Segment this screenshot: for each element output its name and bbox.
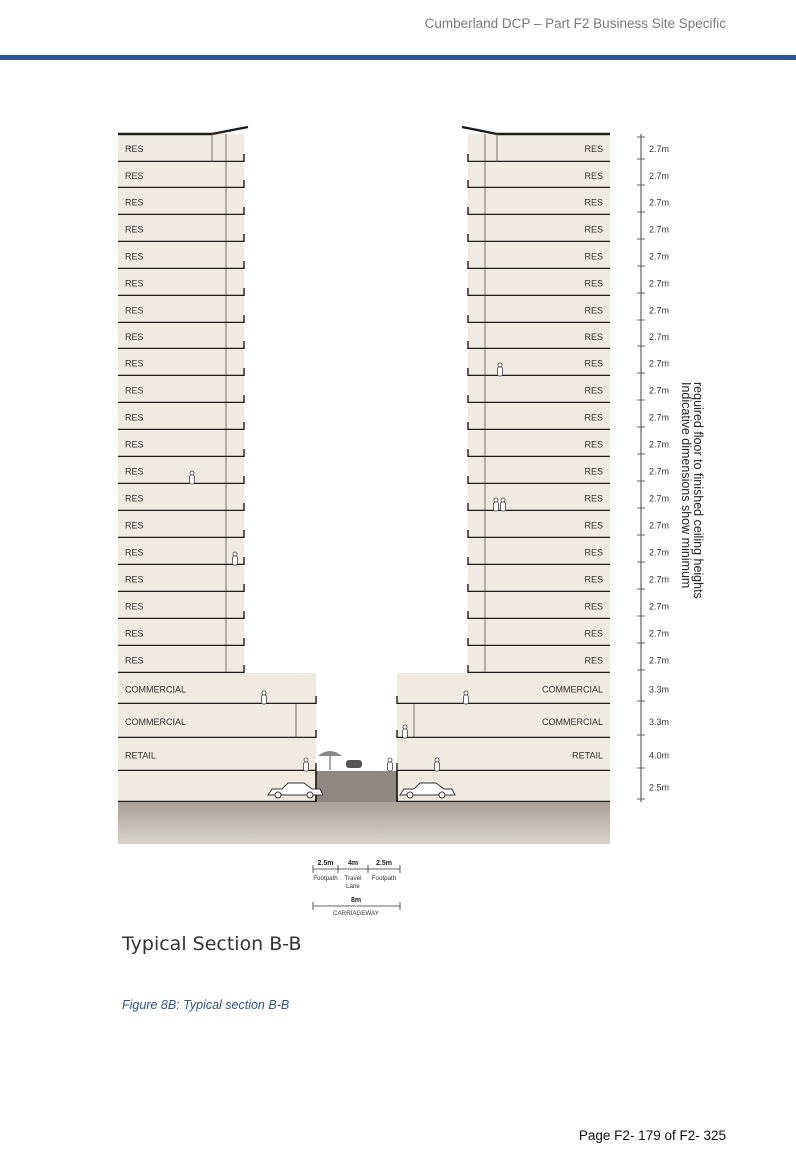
carriageway-dimension: 8m	[350, 897, 362, 904]
carriageway-label: CARRIAGEWAY	[333, 910, 379, 917]
person-icon	[403, 725, 408, 738]
floor-height-label: 2.7m	[649, 412, 670, 423]
floor-height-label: 2.7m	[649, 493, 670, 504]
floor-label-right: RES	[584, 197, 603, 208]
floor-label-right: RES	[584, 171, 603, 181]
dimension-note-line1: Indicative dimensions show minimum	[679, 382, 693, 589]
floor-label-right: RES	[584, 385, 603, 396]
floor-label-right: RES	[584, 547, 603, 558]
floor-label-left: COMMERCIAL	[125, 717, 187, 727]
floor-label-left: RES	[125, 439, 144, 450]
floor-label-right: RES	[584, 224, 603, 235]
segment-label: Travel	[344, 875, 362, 882]
roof	[212, 127, 248, 134]
ground	[118, 802, 610, 844]
carriageway	[316, 771, 397, 802]
floor-label-left: RES	[125, 655, 144, 666]
segment-dimension: 2.5m	[317, 860, 334, 867]
floor-label-left: COMMERCIAL	[125, 684, 187, 695]
street-car-icon	[346, 760, 362, 768]
floor-height-label: 2.7m	[649, 197, 670, 208]
segment-dimension: 2.5m	[376, 860, 392, 867]
floor-height-label: 3.3m	[649, 684, 670, 695]
floor-label-right: RES	[584, 628, 603, 639]
floor-label-left: RES	[125, 171, 144, 181]
floor-label-left: RES	[125, 332, 144, 342]
floor-label-left: RES	[125, 358, 144, 369]
floor-label-left: RES	[125, 574, 144, 585]
person-icon	[435, 758, 440, 771]
floor-label-left: RES	[125, 224, 144, 235]
segment-label: Footpath	[313, 875, 338, 882]
floor-label-left: RES	[125, 520, 144, 531]
floor-height-label: 2.7m	[649, 520, 670, 531]
floor-height-label: 2.7m	[649, 385, 670, 396]
person-icon	[304, 758, 309, 771]
floor-label-left: RES	[125, 251, 144, 262]
floor-label-right: RES	[584, 466, 603, 477]
person-icon	[388, 758, 393, 771]
floor-height-label: 2.7m	[649, 224, 670, 235]
figure-title: Typical Section B-B	[122, 933, 302, 955]
floor-label-left: RES	[125, 144, 144, 154]
floor-label-right: COMMERCIAL	[541, 717, 603, 727]
floor-height-label: 2.7m	[649, 332, 670, 342]
segment-label: Footpath	[371, 875, 397, 882]
floor-label-left: RES	[125, 197, 144, 208]
person-icon	[498, 363, 503, 376]
floor-label-right: RES	[584, 574, 603, 585]
floor-label-left: RES	[125, 466, 144, 477]
floor-height-label: 2.7m	[649, 574, 670, 585]
floor-height-label: 4.0m	[649, 750, 670, 761]
floor-height-label: 2.7m	[649, 171, 670, 181]
floor-label-right: RES	[584, 412, 603, 423]
dimension-note-line2: required floor to finished ceiling heights	[691, 382, 705, 599]
floor-height-label: 3.3m	[649, 717, 670, 727]
person-icon	[262, 691, 267, 704]
floor-label-left: RES	[125, 547, 144, 558]
floor-label-right: RES	[584, 439, 603, 450]
floor-height-label: 2.7m	[649, 278, 670, 289]
document-header: Cumberland DCP – Part F2 Business Site Specific	[424, 16, 726, 31]
floor-label-right: RES	[584, 520, 603, 531]
person-icon	[494, 498, 499, 511]
floor-label-left: RES	[125, 493, 144, 504]
floor-label-right: RES	[584, 305, 603, 316]
floor-label-right: RES	[584, 358, 603, 369]
floor-height-label: 2.7m	[649, 439, 670, 450]
floor-label-left: RES	[125, 628, 144, 639]
floor-label-right: RES	[584, 493, 603, 504]
floor-height-label: 2.7m	[649, 358, 670, 369]
floor-label-left: RETAIL	[125, 750, 156, 761]
floor-label-right: RES	[584, 601, 603, 612]
floor-label-right: RES	[584, 655, 603, 666]
segment-label: Lane	[346, 883, 360, 890]
person-icon	[501, 498, 506, 511]
umbrella-icon	[318, 751, 342, 756]
floor-label-left: RES	[125, 412, 144, 423]
roof	[462, 127, 497, 134]
floor-height-label: 2.5m	[649, 782, 670, 793]
floor-height-label: 2.7m	[649, 305, 670, 316]
person-icon	[190, 471, 195, 484]
floor-label-right: COMMERCIAL	[541, 684, 603, 695]
floor-height-label: 2.7m	[649, 655, 670, 666]
floor-height-label: 2.7m	[649, 601, 670, 612]
street-dimensions	[313, 860, 400, 917]
floor-height-label: 2.7m	[649, 466, 670, 477]
figure-caption: Figure 8B: Typical section B-B	[122, 998, 290, 1012]
floor-height-label: 2.7m	[649, 628, 670, 639]
height-dimensions	[637, 134, 669, 802]
person-icon	[233, 552, 238, 565]
floor-label-left: RES	[125, 601, 144, 612]
floor-label-right: RES	[584, 144, 603, 154]
floor-label-left: RES	[125, 278, 144, 289]
floor-height-label: 2.7m	[649, 251, 670, 262]
floor-label-left: RES	[125, 305, 144, 316]
segment-dimension: 4m	[347, 860, 359, 867]
floor-label-right: RETAIL	[572, 750, 603, 761]
person-icon	[464, 691, 469, 704]
floor-label-right: RES	[584, 332, 603, 342]
page-number: Page F2- 179 of F2- 325	[578, 1128, 726, 1143]
floor-label-right: RES	[584, 278, 603, 289]
floor-height-label: 2.7m	[649, 547, 670, 558]
left-building	[118, 127, 316, 802]
floor-label-right: RES	[584, 251, 603, 262]
floor-label-left: RES	[125, 385, 144, 396]
right-building	[397, 127, 610, 802]
floor-height-label: 2.7m	[649, 144, 670, 154]
